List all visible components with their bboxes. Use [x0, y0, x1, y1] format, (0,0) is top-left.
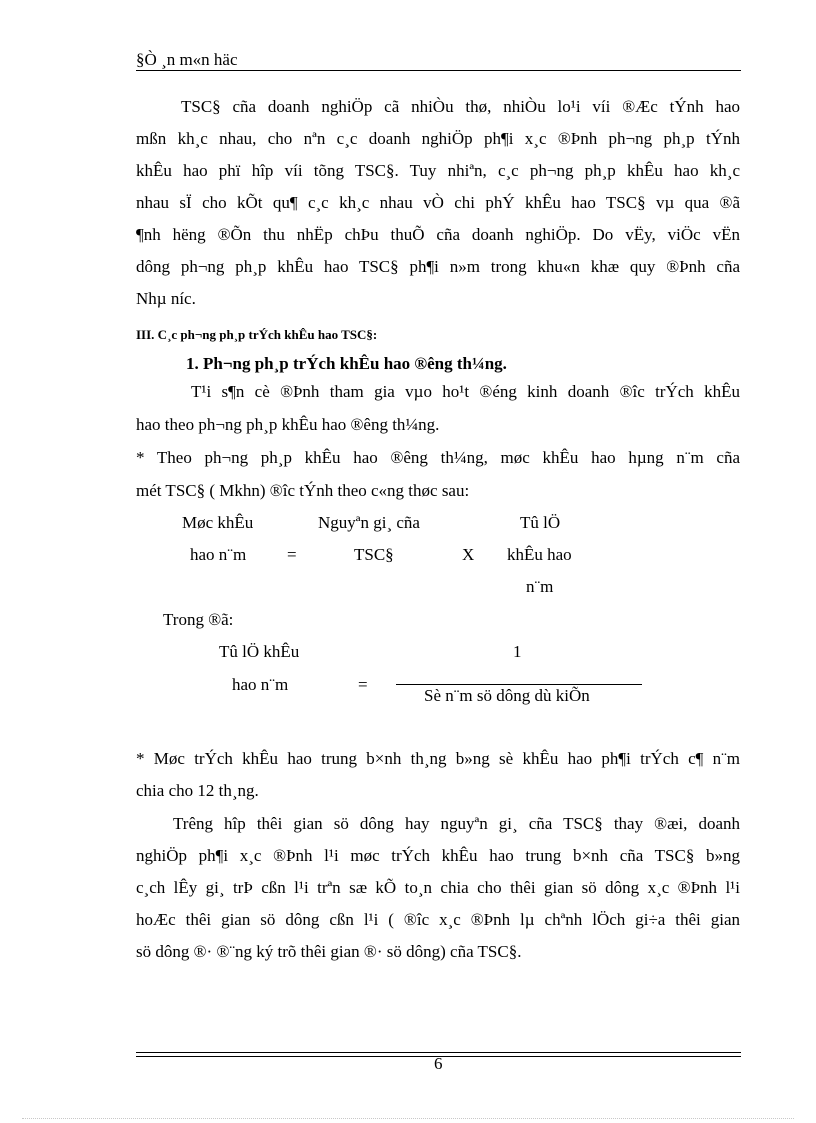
where-label: Trong ®ã:: [163, 610, 234, 629]
paragraph-line: hao theo ph¬ng ph¸p khÊu hao ®êng th¼ng.: [136, 415, 440, 434]
footer-rule: [136, 1052, 741, 1053]
paragraph-line: mßn kh¸c nhau, cho nªn c¸c doanh nghiÖp ph¶i x¸c ®Þnh ph¬ng ph¸p tÝnh: [136, 129, 740, 148]
formula-term: hao n¨m: [190, 545, 247, 564]
section-title: III. C¸c ph¬ng ph¸p trÝch khÊu hao TSC§:: [136, 327, 378, 342]
formula-term: TSC§: [354, 545, 394, 564]
formula-term: Møc khÊu: [182, 513, 254, 532]
paragraph-line: chia cho 12 th¸ng.: [136, 781, 259, 800]
header-rule: [136, 70, 741, 71]
formula-term: Tû lÖ khÊu: [219, 642, 300, 661]
fraction-denominator: Sè n¨m sö dông dù kiÕn: [424, 686, 590, 705]
multiply-sign: X: [462, 545, 475, 564]
paragraph-line: * Theo ph¬ng ph¸p khÊu hao ®êng th¼ng, møc khÊu hao hµng n¨m cña: [136, 448, 740, 467]
paragraph-line: sö dông ®· ®¨ng ký trõ thêi gian ®· sö dông) cña TSC§.: [136, 942, 522, 961]
paragraph-line: khÊu hao phï hîp víi tõng TSC§. Tuy nhiªn, c¸c ph¬ng ph¸p khÊu hao kh¸c: [136, 161, 740, 180]
page-edge-divider: [22, 1118, 794, 1119]
paragraph-line: Trêng hîp thêi gian sö dông hay nguyªn gi¸ cña TSC§ thay ®æi, doanh: [173, 814, 740, 833]
paragraph-line: hoÆc thêi gian sö dông cßn l¹i ( ®îc x¸c ®Þnh lµ chªnh lÖch gi÷a thêi gian: [136, 910, 740, 929]
paragraph-line: ¶nh hëng ®Õn thu nhËp chÞu thuÕ cña doanh nghiÖp. Do vËy, viÖc vËn: [136, 225, 740, 244]
page-header: §Ò ¸n m«n häc: [136, 50, 238, 69]
paragraph-line: c¸ch lÊy gi¸ trÞ cßn l¹i trªn sæ kÕ to¸n chia cho thêi gian sö dông x¸c ®Þnh l¹i: [136, 878, 740, 897]
paragraph-line: nghiÖp ph¶i x¸c ®Þnh l¹i møc trÝch khÊu hao trung b×nh cña TSC§ b»ng: [136, 846, 740, 865]
equals-sign: =: [358, 675, 368, 694]
formula-term: n¨m: [526, 577, 554, 596]
formula-term: Tû lÖ: [520, 513, 561, 532]
paragraph-intro: [136, 91, 740, 315]
paragraph-line: * Møc trÝch khÊu hao trung b×nh th¸ng b»ng sè khÊu hao ph¶i trÝch c¶ n¨m: [136, 749, 740, 768]
page-number: 6: [434, 1054, 443, 1073]
paragraph-line: mét TSC§ ( Mkhn) ®îc tÝnh theo c«ng thøc sau:: [136, 481, 470, 500]
paragraph-line: nhau sÏ cho kÕt qu¶ c¸c kh¸c nhau vÒ chi phÝ khÊu hao TSC§ vµ qua ®ã: [136, 193, 740, 212]
fraction-bar: [396, 684, 642, 685]
formula-term: hao n¨m: [232, 675, 289, 694]
paragraph-line: Nhµ níc.: [136, 289, 196, 308]
formula-term: khÊu hao: [507, 545, 572, 564]
equals-sign: =: [287, 545, 297, 564]
paragraph-line: TSC§ cña doanh nghiÖp cã nhiÒu thø, nhiÒu lo¹i víi ®Æc tÝnh hao: [181, 97, 740, 116]
paragraph-line: dông ph¬ng ph¸p khÊu hao TSC§ ph¶i n»m trong khu«n khæ quy ®Þnh cña: [136, 257, 740, 276]
paragraph-line: T¹i s¶n cè ®Þnh tham gia vµo ho¹t ®éng kinh doanh ®îc trÝch khÊu: [191, 382, 740, 401]
fraction-numerator: 1: [513, 642, 522, 661]
subsection-title: 1. Ph¬ng ph¸p trÝch khÊu hao ®êng th¼ng.: [186, 354, 507, 373]
formula-term: Nguyªn gi¸ cña: [318, 513, 420, 532]
